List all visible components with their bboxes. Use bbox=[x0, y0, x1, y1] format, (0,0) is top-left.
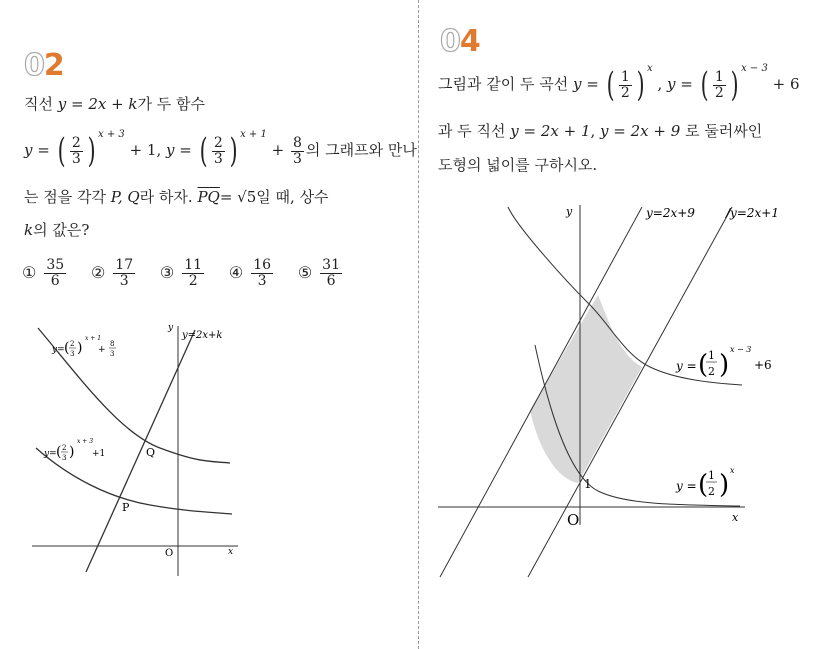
problem-number-04: 04 bbox=[440, 24, 480, 59]
x-axis-label: x bbox=[228, 547, 234, 557]
problem-number-02: 02 bbox=[24, 48, 64, 83]
choice-3[interactable]: ③ $\frac{11}{2}$ bbox=[159, 257, 203, 289]
one-label: 1 bbox=[584, 477, 592, 491]
choice-2[interactable]: ② $\frac{17}{3}$ bbox=[90, 257, 134, 289]
top-curve-plus: + bbox=[98, 345, 106, 355]
y-axis-label: y bbox=[566, 205, 573, 218]
choice-1[interactable]: ① $\frac{35}{6}$ bbox=[22, 257, 65, 289]
label-curve-bottom: y = bbox=[676, 479, 697, 493]
choice-5[interactable]: ⑤ $\frac{31}{6}$ bbox=[297, 257, 340, 289]
paren-open: ( bbox=[64, 340, 70, 356]
problem-02-line-2: y = ( $\frac{2}{3}$ ) $^{x + 3}$ + 1, y = ( $\frac{2}{3}$ ) $^{x + 1}$ + $\frac{8}{3}$ 의 그래프와 만나 bbox=[24, 129, 417, 171]
paren-open: ( bbox=[56, 444, 62, 460]
problem-02-line-3: 는 점을 각각 P, Q라 하자. $\overline{PQ}= √5$일 때, 상수 bbox=[24, 188, 329, 206]
bottom-curve-exp: x + 3 bbox=[77, 438, 94, 445]
point-p-label: P bbox=[122, 501, 130, 514]
problem-04-line-3: 도형의 넓이를 구하시오. bbox=[438, 156, 598, 174]
problem-04-graph bbox=[420, 195, 837, 595]
bottom-frac-num: 2 bbox=[62, 444, 67, 452]
point-q-label: Q bbox=[146, 446, 156, 459]
problem-02-line-4: k의 값은? bbox=[24, 221, 90, 239]
label-curve-top: y = bbox=[676, 359, 697, 373]
problem-02 bbox=[0, 0, 418, 649]
curve-bottom-frac-num: 1 bbox=[708, 469, 715, 482]
problem-04-line-2: 과 두 직선 y = 2x + 1, y = 2x + 9 로 둘러싸인 bbox=[438, 122, 763, 140]
column-divider bbox=[418, 0, 419, 649]
problem-02-graph bbox=[0, 318, 418, 588]
top-curve-frac8: 8 bbox=[110, 340, 115, 348]
paren-close: ) bbox=[719, 470, 730, 500]
label-line: y=2x+k bbox=[182, 330, 223, 341]
top-curve-frac3: 3 bbox=[110, 350, 115, 358]
origin-label: O bbox=[567, 511, 580, 529]
problem-04-line-1: 그림과 같이 두 곡선 y = ( $\frac{1}{2}$ ) $^x$ , y = ( $\frac{1}{2}$ ) $^{x - 3}$ + 6 bbox=[438, 63, 800, 105]
x-axis-label: x bbox=[732, 511, 739, 524]
paren-close: ) bbox=[69, 444, 75, 460]
y-axis-label: y bbox=[168, 323, 174, 333]
top-curve-exp: x + 1 bbox=[85, 335, 102, 342]
top-frac-num: 2 bbox=[70, 340, 75, 348]
curve-bottom-exp: x bbox=[730, 466, 735, 475]
problem-04 bbox=[420, 0, 837, 649]
curve-top-frac-num: 1 bbox=[708, 349, 715, 362]
paren-open: ( bbox=[698, 350, 709, 380]
curve-top-plus6: +6 bbox=[754, 358, 772, 372]
paren-close: ) bbox=[719, 350, 730, 380]
label-bottom-curve: y= bbox=[44, 449, 57, 459]
shaded-region bbox=[530, 295, 642, 483]
label-line-9: y=2x+9 bbox=[646, 206, 695, 220]
origin-label: O bbox=[165, 548, 174, 559]
curve-top-frac-den: 2 bbox=[708, 365, 715, 378]
paren-close: ) bbox=[77, 340, 83, 356]
label-top-curve: y= bbox=[52, 345, 65, 355]
answer-choices bbox=[22, 258, 362, 288]
top-frac-den: 3 bbox=[70, 350, 75, 358]
curve-top-exp: x − 3 bbox=[730, 345, 752, 354]
problem-02-line-1: 직선 y = 2x + k가 두 함수 bbox=[24, 95, 206, 113]
paren-open: ( bbox=[698, 470, 709, 500]
bottom-curve-plus1: +1 bbox=[92, 449, 106, 459]
label-line-1: /y=2x+1 bbox=[726, 206, 779, 220]
curve-bottom-frac-den: 2 bbox=[708, 485, 715, 498]
choice-4[interactable]: ④ $\frac{16}{3}$ bbox=[228, 257, 272, 289]
bottom-frac-den: 3 bbox=[62, 454, 67, 462]
